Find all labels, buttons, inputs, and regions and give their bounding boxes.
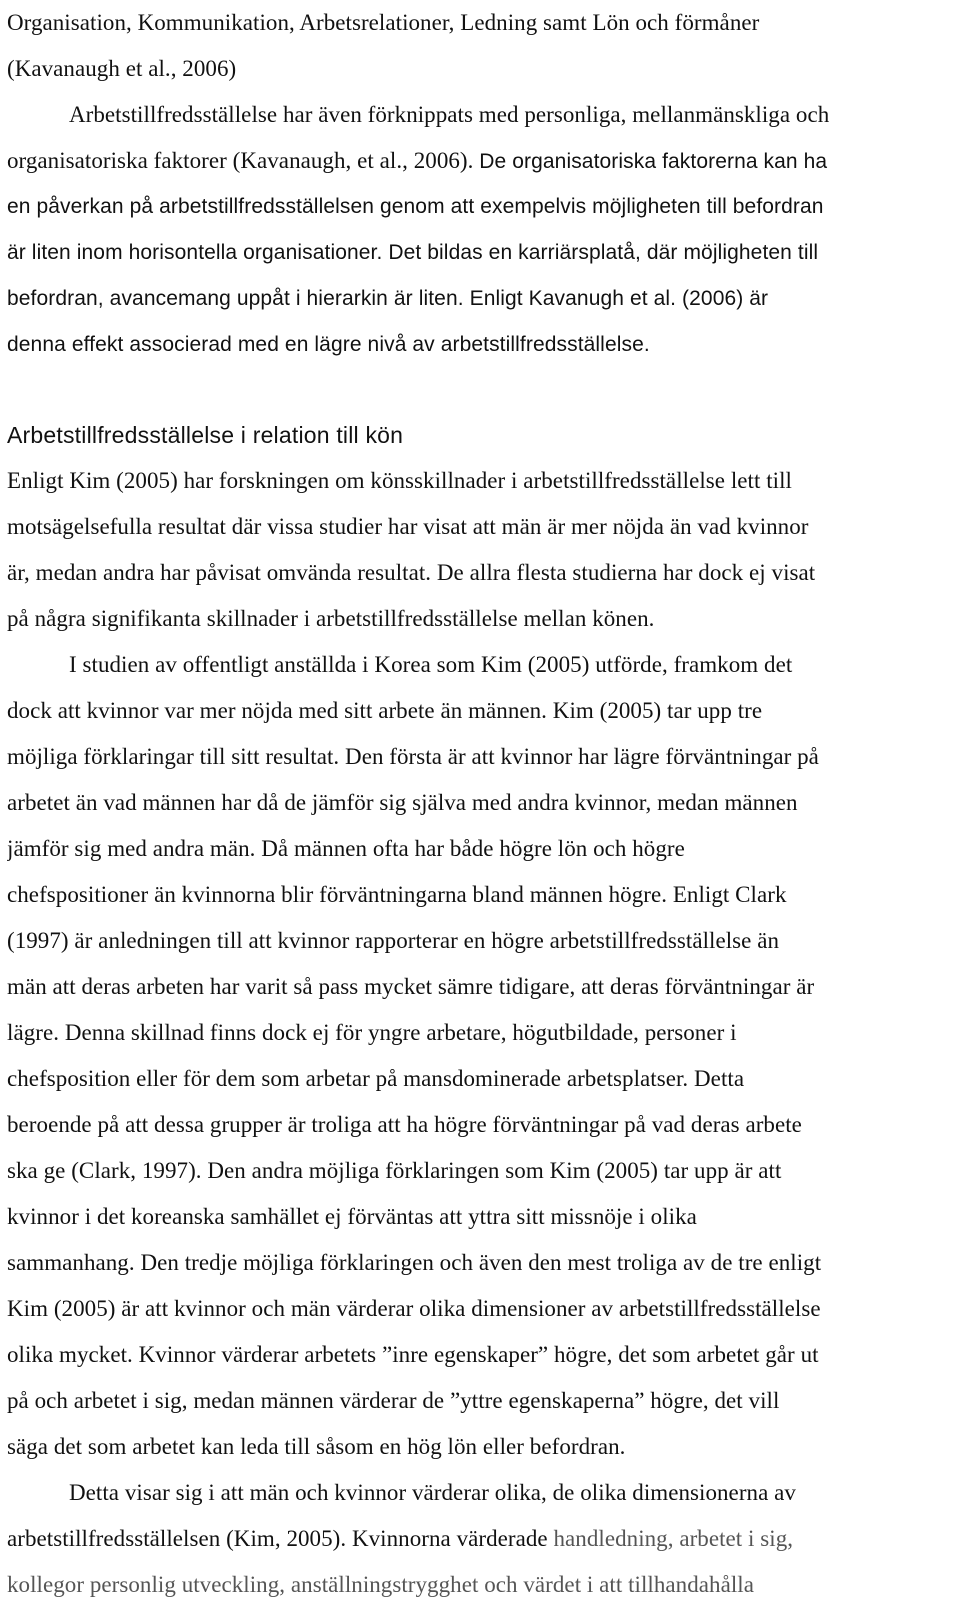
text-line: (Kavanaugh et al., 2006) xyxy=(7,56,237,81)
text-line: är, medan andra har påvisat omvända resultat. De allra flesta studierna har dock ej visat xyxy=(7,560,816,585)
text-line xyxy=(7,138,951,184)
text-line: Arbetstillfredsställelse har även förknippats med personliga, mellanmänskliga och xyxy=(69,102,830,127)
paragraph-kim xyxy=(7,458,951,642)
text-line: Detta visar sig i att män och kvinnor värderar olika, de olika dimensionerna av xyxy=(69,1480,796,1505)
section-heading: Arbetstillfredsställelse i relation till kön xyxy=(7,422,404,448)
text-line: jämför sig med andra män. Då männen ofta har både högre lön och högre xyxy=(7,836,685,861)
text-line: Kim (2005) är att kvinnor och män värderar olika dimensioner av arbetstillfredsställelse xyxy=(7,1296,821,1321)
text-line: Organisation, Kommunikation, Arbetsrelationer, Ledning samt Lön och förmåner xyxy=(7,10,760,35)
text-line: chefspositioner än kvinnorna blir förväntningarna bland männen högre. Enligt Clark xyxy=(7,882,787,907)
text-line: beroende på att dessa grupper är troliga att ha högre förväntningar på vad deras arbete xyxy=(7,1112,802,1137)
text-line: kvinnor i det koreanska samhället ej förväntas att yttra sitt missnöje i olika xyxy=(7,1204,697,1229)
text-line: kollegor personlig utveckling, anställningstrygghet och värdet i att tillhandahålla xyxy=(7,1572,754,1597)
text-line: sammanhang. Den tredje möjliga förklaringen och även den mest troliga av de tre enligt xyxy=(7,1250,822,1275)
text-line: denna effekt associerad med en lägre nivå av arbetstillfredsställelse. xyxy=(7,333,650,356)
text-line: motsägelsefulla resultat där vissa studier har visat att män är mer nöjda än vad kvinnor xyxy=(7,514,809,539)
text-line: (1997) är anledningen till att kvinnor rapporterar en högre arbetstillfredsställelse än xyxy=(7,928,780,953)
paragraph-gap xyxy=(7,368,951,412)
document-page xyxy=(7,0,951,1608)
text-line: ska ge (Clark, 1997). Den andra möjliga förklaringen som Kim (2005) tar upp är att xyxy=(7,1158,782,1183)
text-line: I studien av offentligt anställda i Korea som Kim (2005) utförde, framkom det xyxy=(69,652,793,677)
text-run: arbetstillfredsställelsen (Kim, 2005). Kvinnorna värderade xyxy=(7,1526,554,1551)
text-run-grey: handledning, arbetet i sig, xyxy=(553,1526,794,1551)
text-line: lägre. Denna skillnad finns dock ej för yngre arbetare, högutbildade, personer i xyxy=(7,1020,737,1045)
text-line: befordran, avancemang uppåt i hierarkin är liten. Enligt Kavanugh et al. (2006) är xyxy=(7,287,769,310)
text-line: är liten inom horisontella organisationer. Det bildas en karriärsplatå, där möjligheten till xyxy=(7,241,819,264)
text-line: en påverkan på arbetstillfredsställelsen genom att exempelvis möjligheten till befordran xyxy=(7,195,824,218)
text-line: säga det som arbetet kan leda till såsom en hög lön eller befordran. xyxy=(7,1434,626,1459)
text-line: olika mycket. Kvinnor värderar arbetets ”inre egenskaper” högre, det som arbetet går ut xyxy=(7,1342,819,1367)
paragraph-korea xyxy=(7,642,951,1470)
text-line: på och arbetet i sig, medan männen värderar de ”yttre egenskaperna” högre, det vill xyxy=(7,1388,780,1413)
paragraph-intro xyxy=(7,0,951,92)
text-line xyxy=(7,1516,951,1562)
text-line: arbetet än vad männen har då de jämför sig själva med andra kvinnor, medan männen xyxy=(7,790,798,815)
text-line: män att deras arbeten har varit så pass mycket sämre tidigare, att deras förväntningar är xyxy=(7,974,815,999)
text-line: på några signifikanta skillnader i arbetstillfredsställelse mellan könen. xyxy=(7,606,655,631)
text-line: dock att kvinnor var mer nöjda med sitt arbete än männen. Kim (2005) tar upp tre xyxy=(7,698,763,723)
text-line: Enligt Kim (2005) har forskningen om könsskillnader i arbetstillfredsställelse lett till xyxy=(7,468,792,493)
text-line: möjliga förklaringar till sitt resultat. Den första är att kvinnor har lägre förväntningar på xyxy=(7,744,819,769)
text-line: chefsposition eller för dem som arbetar på mansdominerade arbetsplatser. Detta xyxy=(7,1066,745,1091)
text-run-sans: De organisatoriska faktorerna kan ha xyxy=(479,150,828,173)
text-run: organisatoriska faktorer (Kavanaugh, et al., 2006). xyxy=(7,148,480,173)
paragraph-values xyxy=(7,1470,951,1608)
paragraph-factors xyxy=(7,92,951,368)
